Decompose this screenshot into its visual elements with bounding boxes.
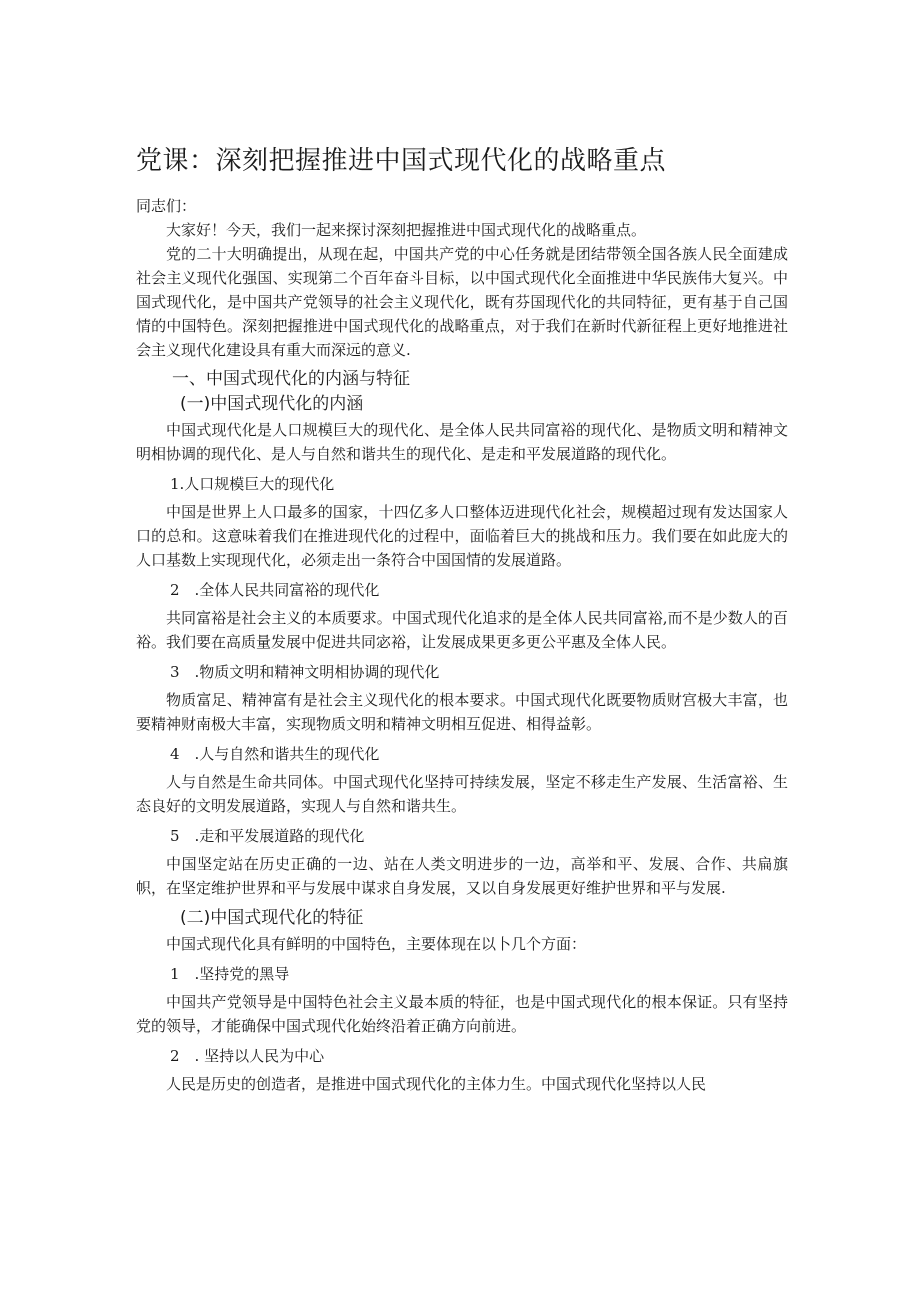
document-page [136, 140, 788, 1102]
intro-paragraph-1: 大家好！今天，我们一起来探讨深刻把握推进中国式现代化的战略重点。 [166, 221, 647, 239]
item-text: 中国坚定站在历史正确的一边、站在人类文明进步的一边，高举和平、发展、合作、共扁旗帜，在坚定维护世界和平与发展中谋求自身发展，又以自身发展更好维护世界和平与发展. [136, 855, 788, 897]
item-heading: 1.人口规模巨大的现代化 [170, 475, 335, 493]
item-heading: 3 .物质文明和精神文明相协调的现代化 [170, 663, 440, 681]
subsection-2-heading: (二)中国式现代化的特征 [180, 908, 364, 928]
document-title: 党课：深刻把握推进中国式现代化的战略重点 [136, 146, 667, 176]
item-heading: 1 .坚持党的黑导 [170, 965, 290, 983]
subsection-1-heading: (一)中国式现代化的内涵 [180, 394, 364, 414]
item-text: 中国共产党领导是中国特色社会主义最本质的特征，也是中国式现代化的根本保证。只有坚持党的领导，才能确保中国式现代化始终沿着正确方向前进。 [136, 993, 788, 1035]
item-heading: 2 . 坚持以人民为中心 [170, 1047, 325, 1065]
item-text: 人民是历史的创造者，是推进中国式现代化的主体力生。中国式现代化坚持以人民 [166, 1075, 707, 1093]
item-text: 人与自然是生命共同体。中国式现代化坚持可持续发展，坚定不移走生产发展、生活富裕、生态良好的文明发展道路，实现人与自然和谐共生。 [136, 773, 788, 815]
item-text: 共同富裕是社会主义的本质要求。中国式现代化追求的是全体人民共同富裕,而不是少数人的百裕。我们要在高质量发展中促进共同宓裕，让发展成果更多更公平惠及全体人民。 [136, 609, 788, 651]
item-text: 物质富足、精神富有是社会主义现代化的根本要求。中国式现代化既要物质财宫极大丰富，也要精神财南极大丰富，实现物质文明和精神文明相互促进、相得益彰。 [136, 691, 788, 733]
subsection-1-text: 中国式现代化是人口规模巨大的现代化、是全体人民共同富裕的现代化、是物质文明和精神文明相协调的现代化、是人与自然和谐共生的现代化、是走和平发展道路的现代化。 [136, 421, 788, 463]
section-1-heading: 一、中国式现代化的内涵与特征 [172, 369, 410, 389]
subsection-2-text: 中国式现代化具有鲜明的中国特色，主要体现在以卜几个方面： [166, 935, 587, 953]
salutation: 同志们： [136, 197, 197, 215]
item-heading: 5 .走和平发展道路的现代化 [170, 827, 365, 845]
item-heading: 2 .全体人民共同富裕的现代化 [170, 581, 380, 599]
item-text: 中国是世界上人口最多的国家，十四亿多人口整体迈进现代化社会，规模超过现有发达国家人口的总和。这意味着我们在推进现代化的过程中，面临着巨大的挑战和压力。我们要在如此庞大的人口基数上实现现代化，必须走出一条符合中国国情的发展道路。 [136, 503, 788, 569]
intro-paragraph-2: 党的二十大明确提出，从现在起，中国共产党的中心任务就是团结带领全国各族人民全面建成社会主义现代化强国、实现第二个百年奋斗目标，以中国式现代化全面推进中华民族伟大复兴。中国式现代化，是中国共产党领导的社会主义现代化，既有芬国现代化的共同特征，更有基于自己国情的中国特色。深刻把握推进中国式现代化的战略重点，对于我们在新时代新征程上更好地推进社会主义现代化建设具有重大而深远的意义. [136, 245, 788, 359]
item-heading: 4 .人与自然和谐共生的现代化 [170, 745, 380, 763]
